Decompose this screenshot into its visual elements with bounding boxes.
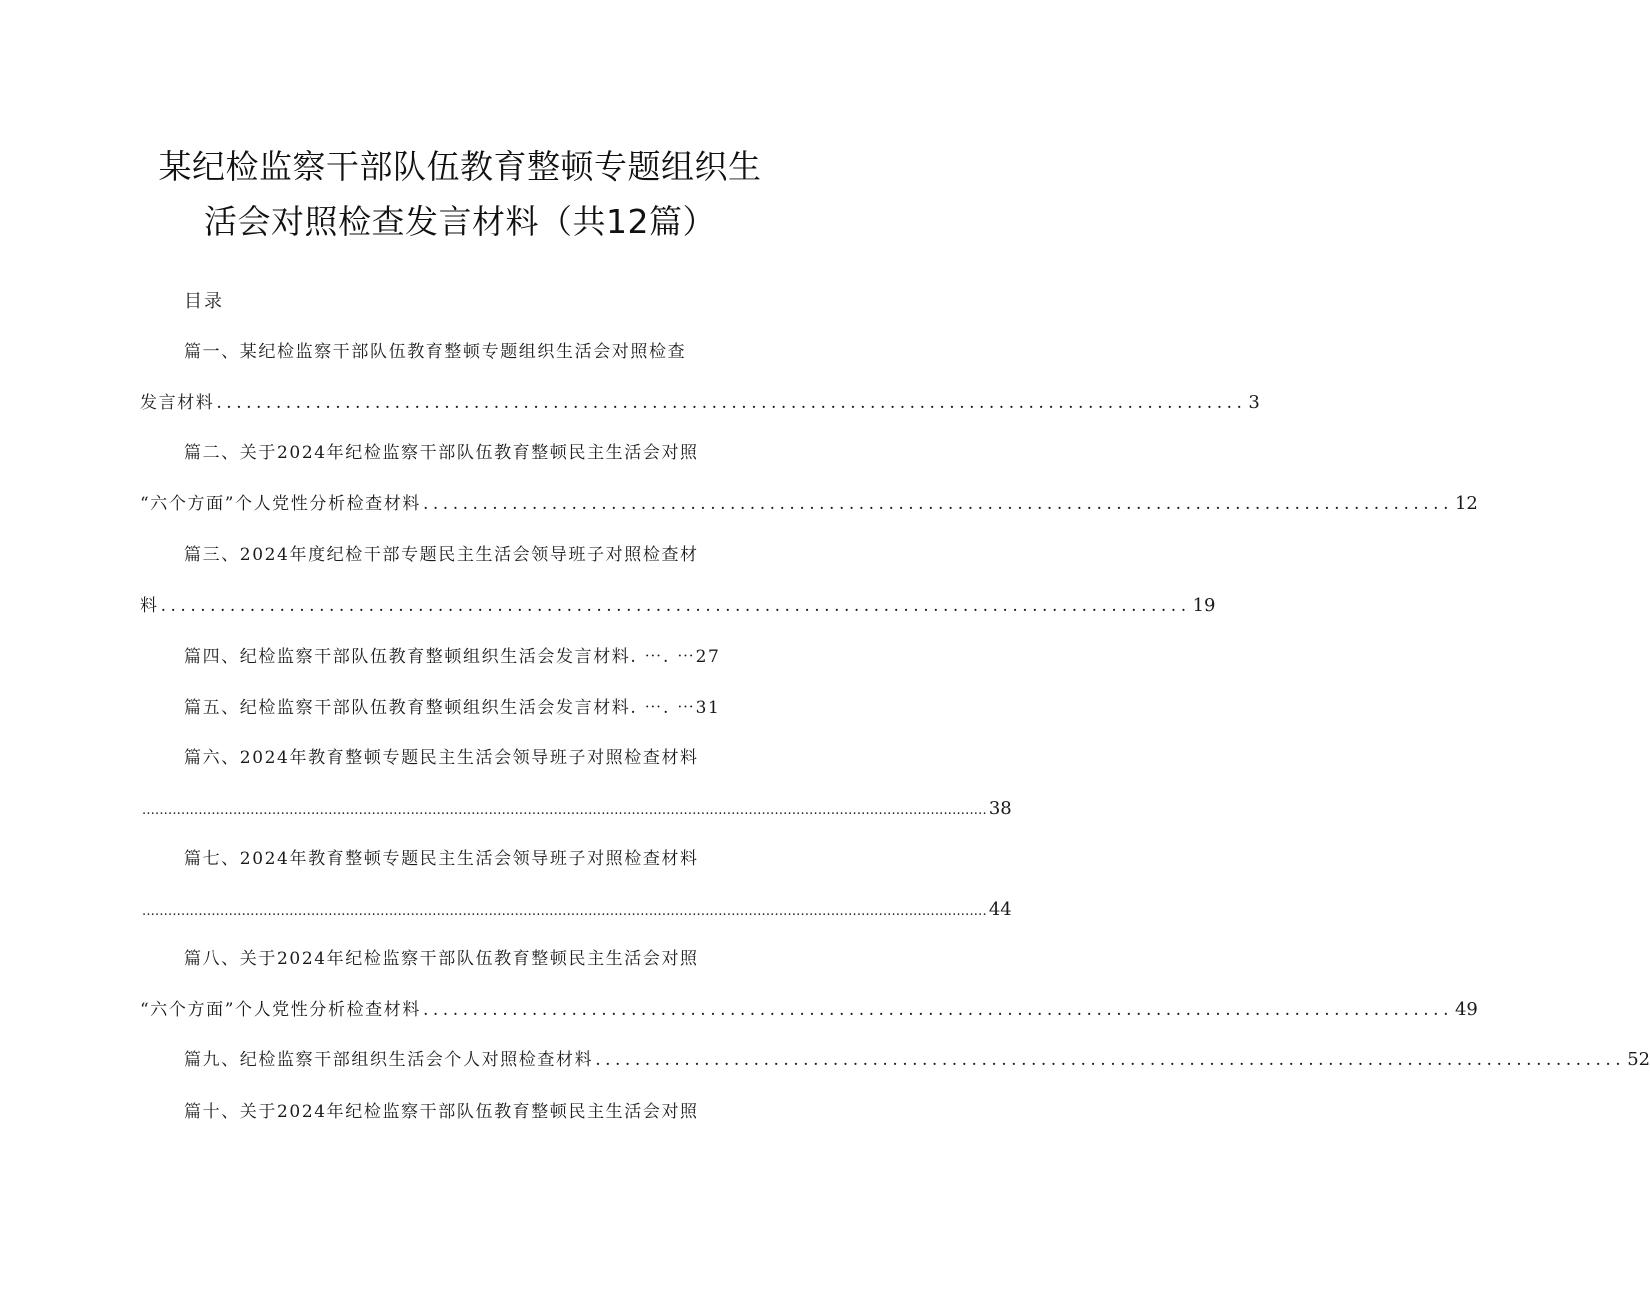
toc-entry-8-page: 49 (1454, 999, 1478, 1020)
toc-entry-2-line-2[interactable] (140, 492, 1478, 516)
toc-entry-3-line-1[interactable]: 篇三、2024年度纪检干部专题民主生活会领导班子对照检查材 (184, 545, 699, 565)
toc-entry-8-line-1[interactable]: 篇八、关于2024年纪检监察干部队伍教育整顿民主生活会对照 (184, 949, 699, 969)
toc-entry-9[interactable] (184, 1048, 1650, 1072)
toc-entry-8-text: “六个方面”个人党性分析检查材料 (140, 1000, 421, 1020)
toc-heading: 目录 (184, 291, 224, 312)
toc-entry-3-line-2[interactable] (140, 594, 1216, 618)
toc-entry-4[interactable]: 篇四、纪检监察干部队伍教育整顿组织生活会发言材料. ⋯. ⋯27 (184, 647, 721, 667)
toc-entry-1-line-1[interactable]: 篇一、某纪检监察干部队伍教育整顿专题组织生活会对照检查 (184, 342, 687, 362)
toc-entry-1-page: 3 (1248, 392, 1260, 413)
toc-entry-9-text: 篇九、纪检监察干部组织生活会个人对照检查材料 (184, 1050, 594, 1070)
toc-leader-dots: ........................................................................................................ (422, 1000, 1453, 1020)
toc-entry-2-page: 12 (1454, 493, 1478, 514)
document-title-line-1: 某纪检监察干部队伍教育整顿专题组织生 (158, 147, 762, 186)
toc-entry-3-text: 料 (140, 596, 159, 616)
toc-entry-6-line-1[interactable]: 篇六、2024年教育整顿专题民主生活会领导班子对照检查材料 (184, 748, 699, 768)
toc-leader-dots: ................................................................................................................................................................................................... (142, 904, 987, 919)
toc-entry-8-line-2[interactable] (140, 998, 1478, 1022)
toc-leader-dots: ........................................................................................................ (595, 1050, 1626, 1070)
toc-entry-1-line-2[interactable] (140, 391, 1260, 415)
toc-entry-2-line-1[interactable]: 篇二、关于2024年纪检监察干部队伍教育整顿民主生活会对照 (184, 443, 699, 463)
toc-entry-6-line-2[interactable] (140, 797, 1012, 823)
toc-leader-dots: ................................................................................................................................................................................................... (142, 803, 987, 818)
toc-entry-2-text: “六个方面”个人党性分析检查材料 (140, 494, 421, 514)
toc-entry-7-page: 44 (988, 899, 1012, 920)
document-title-line-2: 活会对照检查发言材料（共12篇） (204, 202, 716, 241)
toc-entry-7-line-2[interactable] (140, 898, 1012, 924)
toc-entry-6-page: 38 (988, 798, 1012, 819)
toc-entry-9-page: 52 (1627, 1049, 1650, 1070)
toc-entry-1-text: 发言材料 (140, 393, 215, 413)
toc-entry-7-line-1[interactable]: 篇七、2024年教育整顿专题民主生活会领导班子对照检查材料 (184, 849, 699, 869)
toc-entry-5[interactable]: 篇五、纪检监察干部队伍教育整顿组织生活会发言材料. ⋯. ⋯31 (184, 698, 721, 718)
toc-leader-dots: ........................................................................................................ (216, 393, 1247, 413)
toc-leader-dots: ........................................................................................................ (160, 596, 1191, 616)
toc-leader-dots: ........................................................................................................ (422, 494, 1453, 514)
toc-entry-10-line-1[interactable]: 篇十、关于2024年纪检监察干部队伍教育整顿民主生活会对照 (184, 1102, 699, 1122)
toc-entry-3-page: 19 (1192, 595, 1216, 616)
